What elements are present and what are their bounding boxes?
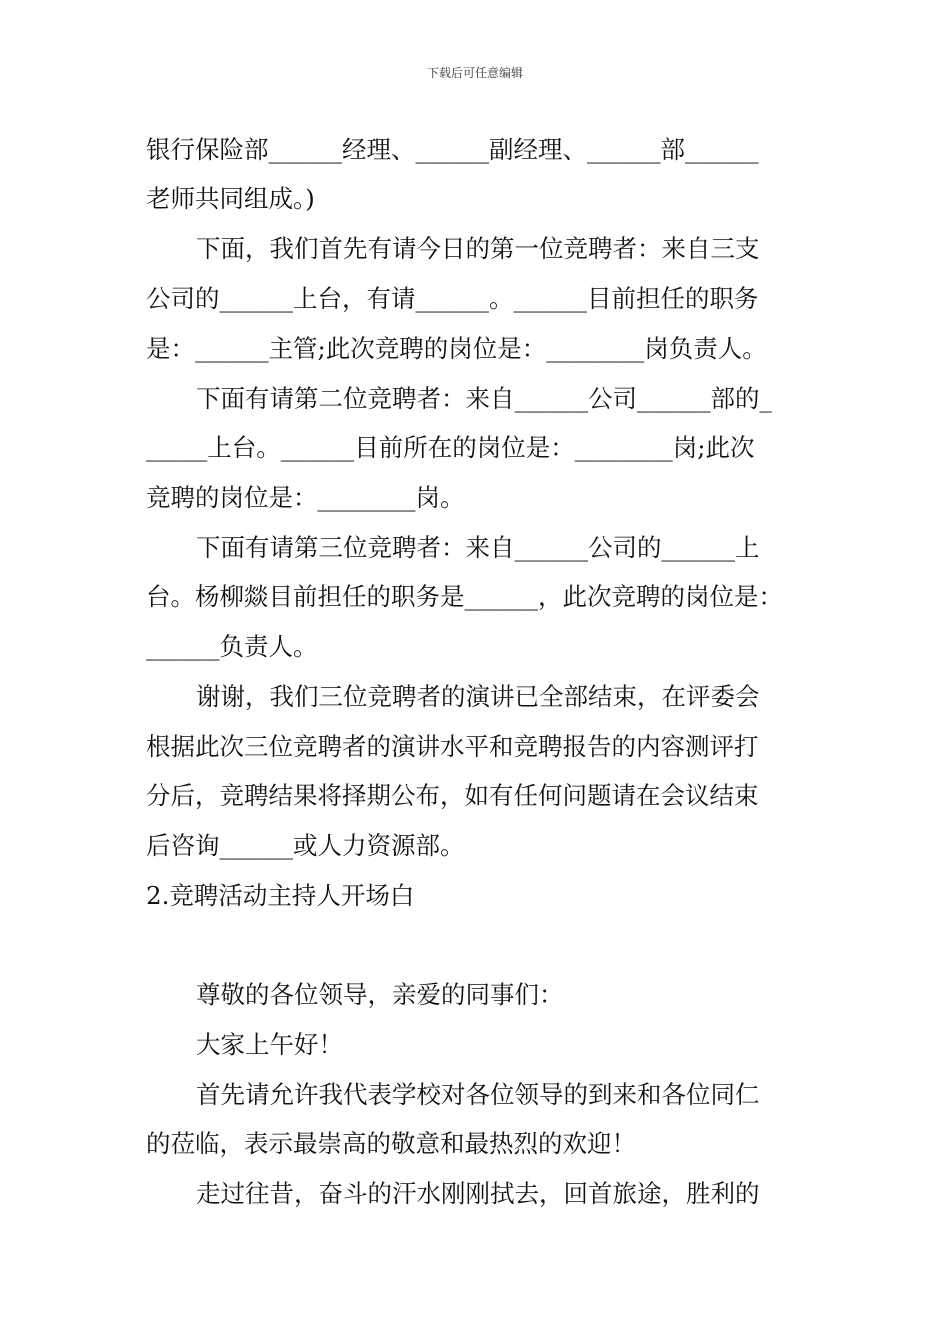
section-heading: 2.竞聘活动主持人开场白 xyxy=(146,881,415,910)
text-line: _____上台。______目前所在的岗位是：________岗;此次 xyxy=(146,433,755,462)
text-line: 竞聘的岗位是：________岗。 xyxy=(146,483,465,512)
text-line: 首先请允许我代表学校对各位领导的到来和各位同仁 xyxy=(196,1080,760,1109)
text-line: 走过往昔，奋斗的汗水刚刚拭去，回首旅途，胜利的 xyxy=(196,1179,760,1208)
text-line: 后咨询______或人力资源部。 xyxy=(146,831,465,860)
text-line: 台。杨柳燚目前担任的职务是______，此次竞聘的岗位是： xyxy=(146,582,783,611)
text-line: 下面有请第三位竞聘者：来自______公司的______上 xyxy=(196,533,760,562)
text-line: 大家上午好！ xyxy=(196,1030,343,1059)
text-line: 尊敬的各位领导，亲爱的同事们： xyxy=(196,980,564,1009)
text-line: 谢谢，我们三位竞聘者的演讲已全部结束，在评委会 xyxy=(196,682,760,711)
text-line: 下面有请第二位竞聘者：来自______公司______部的_ xyxy=(196,384,772,413)
text-line: 下面，我们首先有请今日的第一位竞聘者：来自三支 xyxy=(196,234,760,263)
text-line: 是：______主管;此次竞聘的岗位是：________岗负责人。 xyxy=(146,334,767,363)
text-line: ______负责人。 xyxy=(146,632,318,661)
text-line: 的莅临，表示最崇高的敬意和最热烈的欢迎！ xyxy=(146,1129,636,1158)
text-line: 银行保险部______经理、______副经理、______部______ xyxy=(146,135,759,164)
text-line: 根据此次三位竞聘者的演讲水平和竞聘报告的内容测评打 xyxy=(146,732,759,761)
text-line: 老师共同组成。) xyxy=(146,184,315,213)
page-header: 下载后可任意编辑 xyxy=(426,66,523,80)
text-line: 分后，竞聘结果将择期公布，如有任何问题请在会议结束 xyxy=(146,781,759,810)
text-line: 公司的______上台，有请______。______目前担任的职务 xyxy=(146,284,759,313)
